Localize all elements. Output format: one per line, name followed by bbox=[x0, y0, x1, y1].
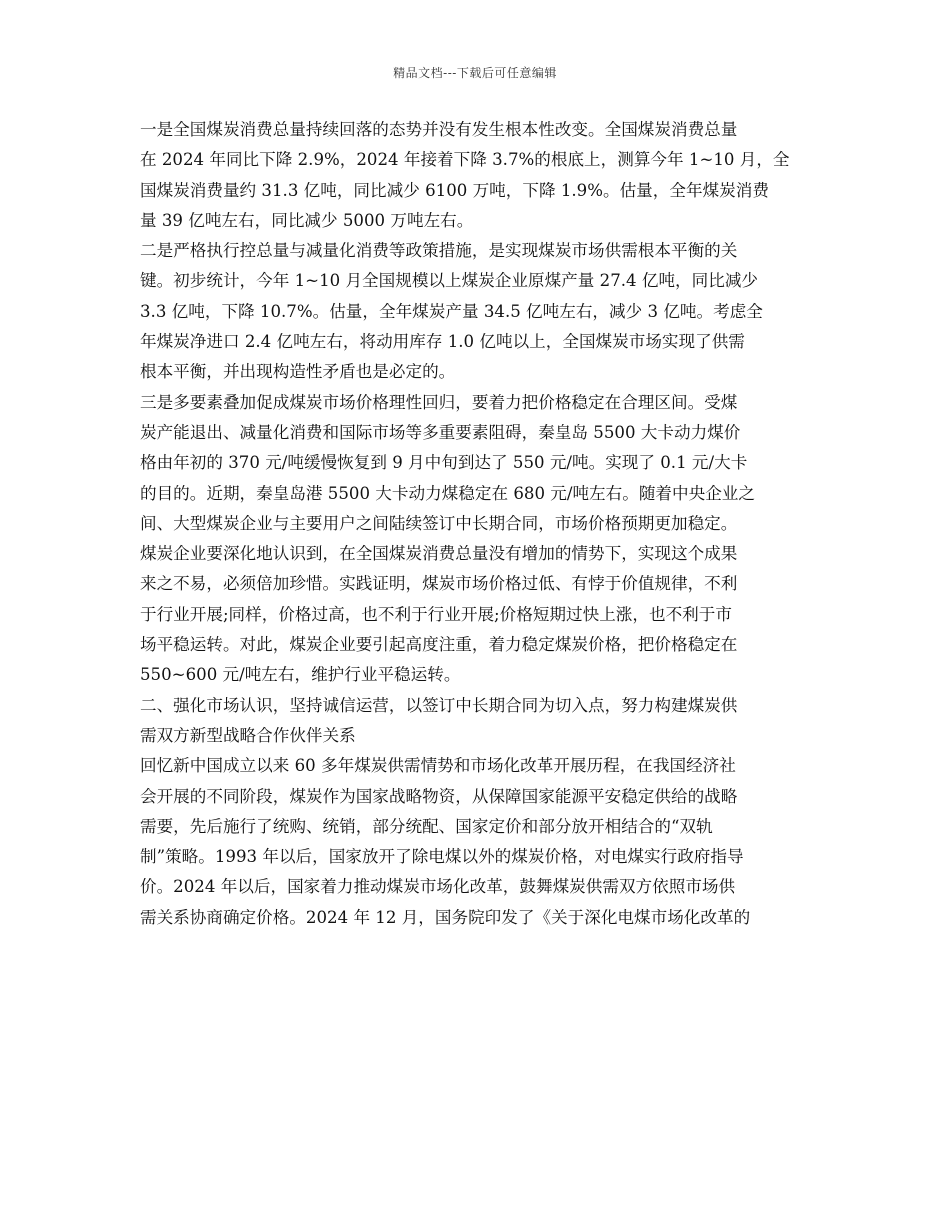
text-line: 二是严格执行控总量与减量化消费等政策措施，是实现煤炭市场供需根本平衡的关 bbox=[140, 241, 738, 261]
text-line: 于行业开展;同样，价格过高，也不利于行业开展;价格短期过快上涨，也不利于市 bbox=[140, 604, 732, 624]
text-line: 场平稳运转。对此，煤炭企业要引起高度注重，着力稳定煤炭价格，把价格稳定在 bbox=[140, 635, 738, 655]
document-body bbox=[140, 115, 812, 933]
text-line: 在 2024 年同比下降 2.9%，2024 年接着下降 3.7%的根底上，测算今年 1~10 月，全 bbox=[140, 150, 790, 170]
text-line: 量 39 亿吨左右，同比减少 5000 万吨左右。 bbox=[140, 210, 474, 230]
text-line: 550~600 元/吨左右，维护行业平稳运转。 bbox=[140, 665, 461, 685]
text-line: 煤炭企业要深化地认识到，在全国煤炭消费总量没有增加的情势下，实现这个成果 bbox=[140, 544, 738, 564]
text-line: 国煤炭消费量约 31.3 亿吨，同比减少 6100 万吨，下降 1.9%。估量，全年煤炭消费 bbox=[140, 180, 769, 200]
page-header: 精品文档---下载后可任意编辑 bbox=[393, 66, 557, 80]
text-line: 需要，先后施行了统购、统销，部分统配、国家定价和部分放开相结合的“双轨 bbox=[140, 816, 713, 836]
text-line: 回忆新中国成立以来 60 多年煤炭供需情势和市场化改革开展历程，在我国经济社 bbox=[140, 756, 736, 776]
section-heading-line: 需双方新型战略合作伙伴关系 bbox=[140, 725, 356, 745]
section-heading-line: 二、强化市场认识，坚持诚信运营，以签订中长期合同为切入点，努力构建煤炭供 bbox=[140, 695, 738, 715]
text-line: 制”策略。1993 年以后，国家放开了除电煤以外的煤炭价格，对电煤实行政府指导 bbox=[140, 847, 744, 867]
text-line: 一是全国煤炭消费总量持续回落的态势并没有发生根本性改变。全国煤炭消费总量 bbox=[140, 120, 738, 139]
text-line: 年煤炭净进口 2.4 亿吨左右，将动用库存 1.0 亿吨以上，全国煤炭市场实现了供需 bbox=[140, 332, 745, 352]
text-line: 根本平衡，并出现构造性矛盾也是必定的。 bbox=[140, 362, 456, 382]
text-line: 格由年初的 370 元/吨缓慢恢复到 9 月中旬到达了 550 元/吨。实现了 0.1 元/大卡 bbox=[140, 453, 748, 473]
text-line: 3.3 亿吨，下降 10.7%。估量，全年煤炭产量 34.5 亿吨左右，减少 3 亿吨。考虑全 bbox=[140, 301, 763, 321]
text-line: 价。2024 年以后，国家着力推动煤炭市场化改革，鼓舞煤炭供需双方依照市场供 bbox=[140, 877, 736, 897]
text-line: 炭产能退出、减量化消费和国际市场等多重要素阻碍，秦皇岛 5500 大卡动力煤价 bbox=[140, 422, 741, 442]
text-line: 会开展的不同阶段，煤炭作为国家战略物资，从保障国家能源平安稳定供给的战略 bbox=[140, 786, 738, 806]
text-line: 来之不易，必须倍加珍惜。实践证明，煤炭市场价格过低、有悖于价值规律，不利 bbox=[140, 574, 738, 594]
text-line: 键。初步统计，今年 1~10 月全国规模以上煤炭企业原煤产量 27.4 亿吨，同比减少 bbox=[140, 271, 759, 291]
text-line: 的目的。近期，秦皇岛港 5500 大卡动力煤稳定在 680 元/吨左右。随着中央企业之 bbox=[140, 483, 755, 503]
text-line: 间、大型煤炭企业与主要用户之间陆续签订中长期合同，市场价格预期更加稳定。 bbox=[140, 513, 738, 533]
text-line: 三是多要素叠加促成煤炭市场价格理性回归，要着力把价格稳定在合理区间。受煤 bbox=[140, 392, 738, 412]
text-line: 需关系协商确定价格。2024 年 12 月，国务院印发了《关于深化电煤市场化改革的 bbox=[140, 907, 751, 927]
